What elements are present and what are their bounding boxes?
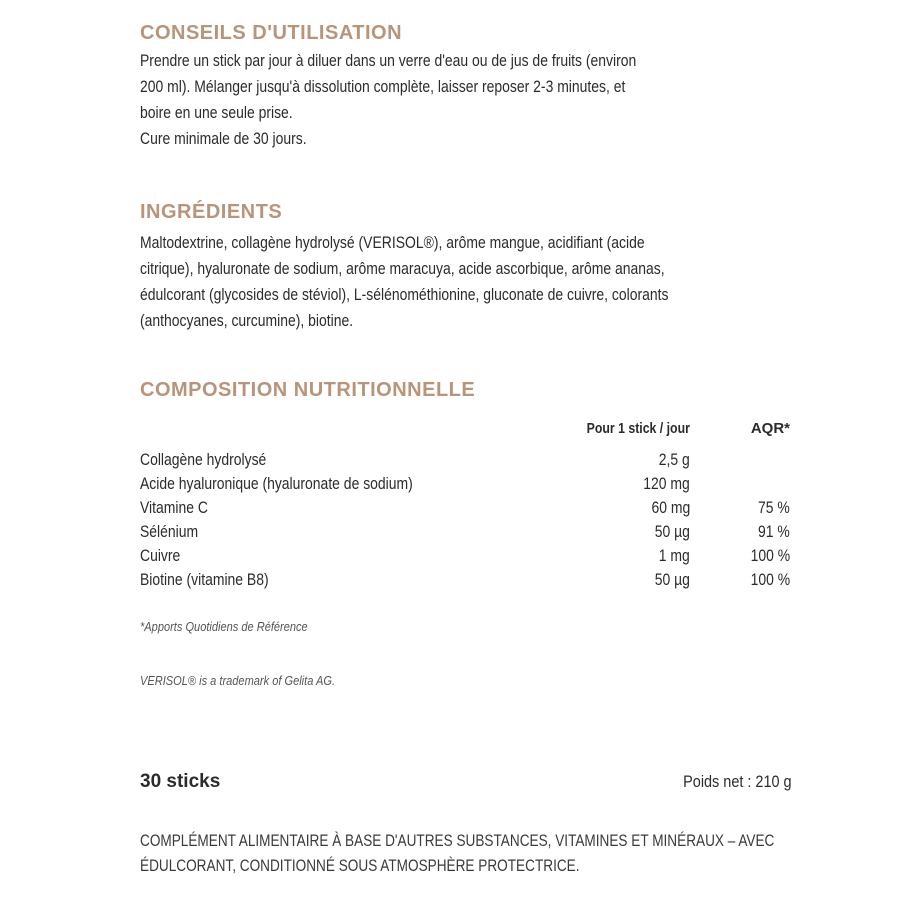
nutrient-amount: 1 mg <box>659 546 690 565</box>
ingredients-line: édulcorant (glycosides de stéviol), L-sélénométhionine, gluconate de cuivre, colorants <box>140 285 669 304</box>
usage-text <box>140 48 792 152</box>
nutrient-amount: 50 µg <box>654 570 690 589</box>
table-row <box>140 498 790 522</box>
nutrient-name: Sélénium <box>140 522 199 541</box>
column-header-amount: Pour 1 stick / jour <box>586 420 690 437</box>
ingredients-line: (anthocyanes, curcumine), biotine. <box>140 311 354 330</box>
usage-heading: CONSEILS D'UTILISATION <box>140 22 403 44</box>
nutrient-amount: 60 mg <box>651 498 690 517</box>
usage-line: 200 ml). Mélanger jusqu'à dissolution complète, laisser reposer 2-3 minutes, et <box>140 77 626 96</box>
nutrient-amount: 50 µg <box>654 522 690 541</box>
nutrient-amount: 2,5 g <box>658 450 690 469</box>
table-row <box>140 546 790 570</box>
usage-line: boire en une seule prise. <box>140 103 293 122</box>
ingredients-line: citrique), hyaluronate de sodium, arôme maracuya, acide ascorbique, arôme ananas, <box>140 259 665 278</box>
nutrient-name: Collagène hydrolysé <box>140 450 267 469</box>
legal-line: COMPLÉMENT ALIMENTAIRE À BASE D'AUTRES SUBSTANCES, VITAMINES ET MINÉRAUX – AVEC <box>140 831 775 850</box>
table-row <box>140 522 790 546</box>
nutrition-heading: COMPOSITION NUTRITIONNELLE <box>140 379 476 401</box>
stick-count: 30 sticks <box>140 771 221 792</box>
table-row <box>140 474 790 498</box>
nutrient-aqr: 75 % <box>758 498 790 517</box>
nutrient-aqr: 100 % <box>750 546 790 565</box>
nutrient-aqr: 91 % <box>758 522 790 541</box>
trademark-note: VERISOL® is a trademark of Gelita AG. <box>140 673 336 688</box>
ingredients-text <box>140 230 792 334</box>
nutrient-name: Vitamine C <box>140 498 208 517</box>
column-header-aqr: AQR* <box>750 420 790 437</box>
legal-line: ÉDULCORANT, CONDITIONNÉ SOUS ATMOSPHÈRE PROTECTRICE. <box>140 856 580 875</box>
nutrient-name: Biotine (vitamine B8) <box>140 570 269 589</box>
aqr-footnote: *Apports Quotidiens de Référence <box>140 619 308 634</box>
table-row <box>140 570 790 594</box>
ingredients-heading: INGRÉDIENTS <box>140 201 283 223</box>
table-row <box>140 450 790 474</box>
net-weight: Poids net : 210 g <box>683 772 792 791</box>
nutrient-aqr: 100 % <box>750 570 790 589</box>
nutrient-name: Acide hyaluronique (hyaluronate de sodium) <box>140 474 413 493</box>
nutrient-amount: 120 mg <box>643 474 690 493</box>
legal-mention <box>140 828 774 878</box>
usage-line: Cure minimale de 30 jours. <box>140 129 307 148</box>
ingredients-line: Maltodextrine, collagène hydrolysé (VERISOL®), arôme mangue, acidifiant (acide <box>140 233 645 252</box>
usage-line: Prendre un stick par jour à diluer dans un verre d'eau ou de jus de fruits (environ <box>140 51 637 70</box>
nutrient-name: Cuivre <box>140 546 181 565</box>
